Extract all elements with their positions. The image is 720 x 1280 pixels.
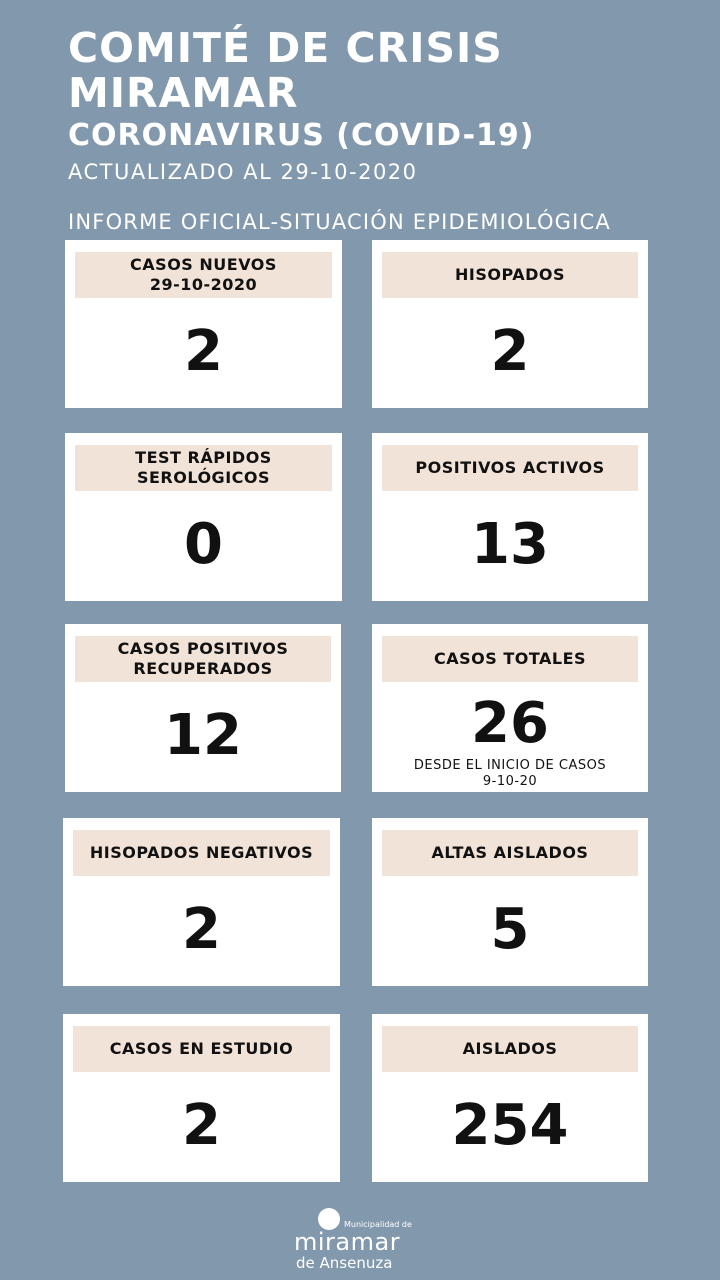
logo-municipality: Municipalidad de [344, 1220, 412, 1229]
stat-value: 0 [184, 512, 223, 577]
stat-value: 2 [182, 1093, 221, 1158]
stat-label: POSITIVOS ACTIVOS [382, 445, 638, 491]
stat-card-casos-totales [372, 624, 648, 792]
stat-label: CASOS POSITIVOS RECUPERADOS [75, 636, 331, 682]
logo-subtitle: de Ansenuza [296, 1254, 393, 1272]
updated-date: ACTUALIZADO AL 29-10-2020 [68, 160, 418, 184]
logo-emblem-icon [318, 1208, 340, 1230]
stat-value: 2 [490, 319, 530, 384]
stat-card-aislados [372, 1014, 648, 1182]
stat-value: 13 [471, 512, 549, 577]
stat-label: CASOS EN ESTUDIO [73, 1026, 330, 1072]
stat-card-hisopados-negativos [63, 818, 340, 986]
title-line-1: COMITÉ DE CRISIS [68, 24, 503, 72]
stat-card-positivos-activos [372, 433, 648, 601]
stat-value: 12 [164, 703, 242, 768]
stat-label: HISOPADOS [382, 252, 638, 298]
stat-label: AISLADOS [382, 1026, 638, 1072]
stat-value: 5 [490, 897, 530, 962]
stat-card-casos-nuevos [65, 240, 342, 408]
stat-value: 26 [471, 691, 549, 756]
stat-label: CASOS TOTALES [382, 636, 638, 682]
stat-card-test-rapidos [65, 433, 342, 601]
stat-value: 2 [184, 319, 223, 384]
stat-value: 254 [451, 1093, 569, 1158]
stat-card-casos-en-estudio [63, 1014, 340, 1182]
stat-card-altas-aislados [372, 818, 648, 986]
logo-name: miramar [294, 1228, 401, 1256]
stat-card-recuperados [65, 624, 341, 792]
stat-value: 2 [182, 897, 221, 962]
stat-note: DESDE EL INICIO DE CASOS 9-10-20 [413, 758, 607, 789]
page-title [68, 26, 503, 116]
section-heading: INFORME OFICIAL-SITUACIÓN EPIDEMIOLÓGICA [68, 210, 611, 234]
stat-card-hisopados [372, 240, 648, 408]
stat-label: CASOS NUEVOS 29-10-2020 [75, 252, 332, 298]
stat-label: HISOPADOS NEGATIVOS [73, 830, 330, 876]
stat-label: ALTAS AISLADOS [382, 830, 638, 876]
stat-label: TEST RÁPIDOS SEROLÓGICOS [75, 445, 332, 491]
page-subtitle: CORONAVIRUS (COVID-19) [68, 118, 535, 153]
title-line-2: MIRAMAR [68, 69, 299, 117]
municipality-logo [290, 1208, 440, 1272]
